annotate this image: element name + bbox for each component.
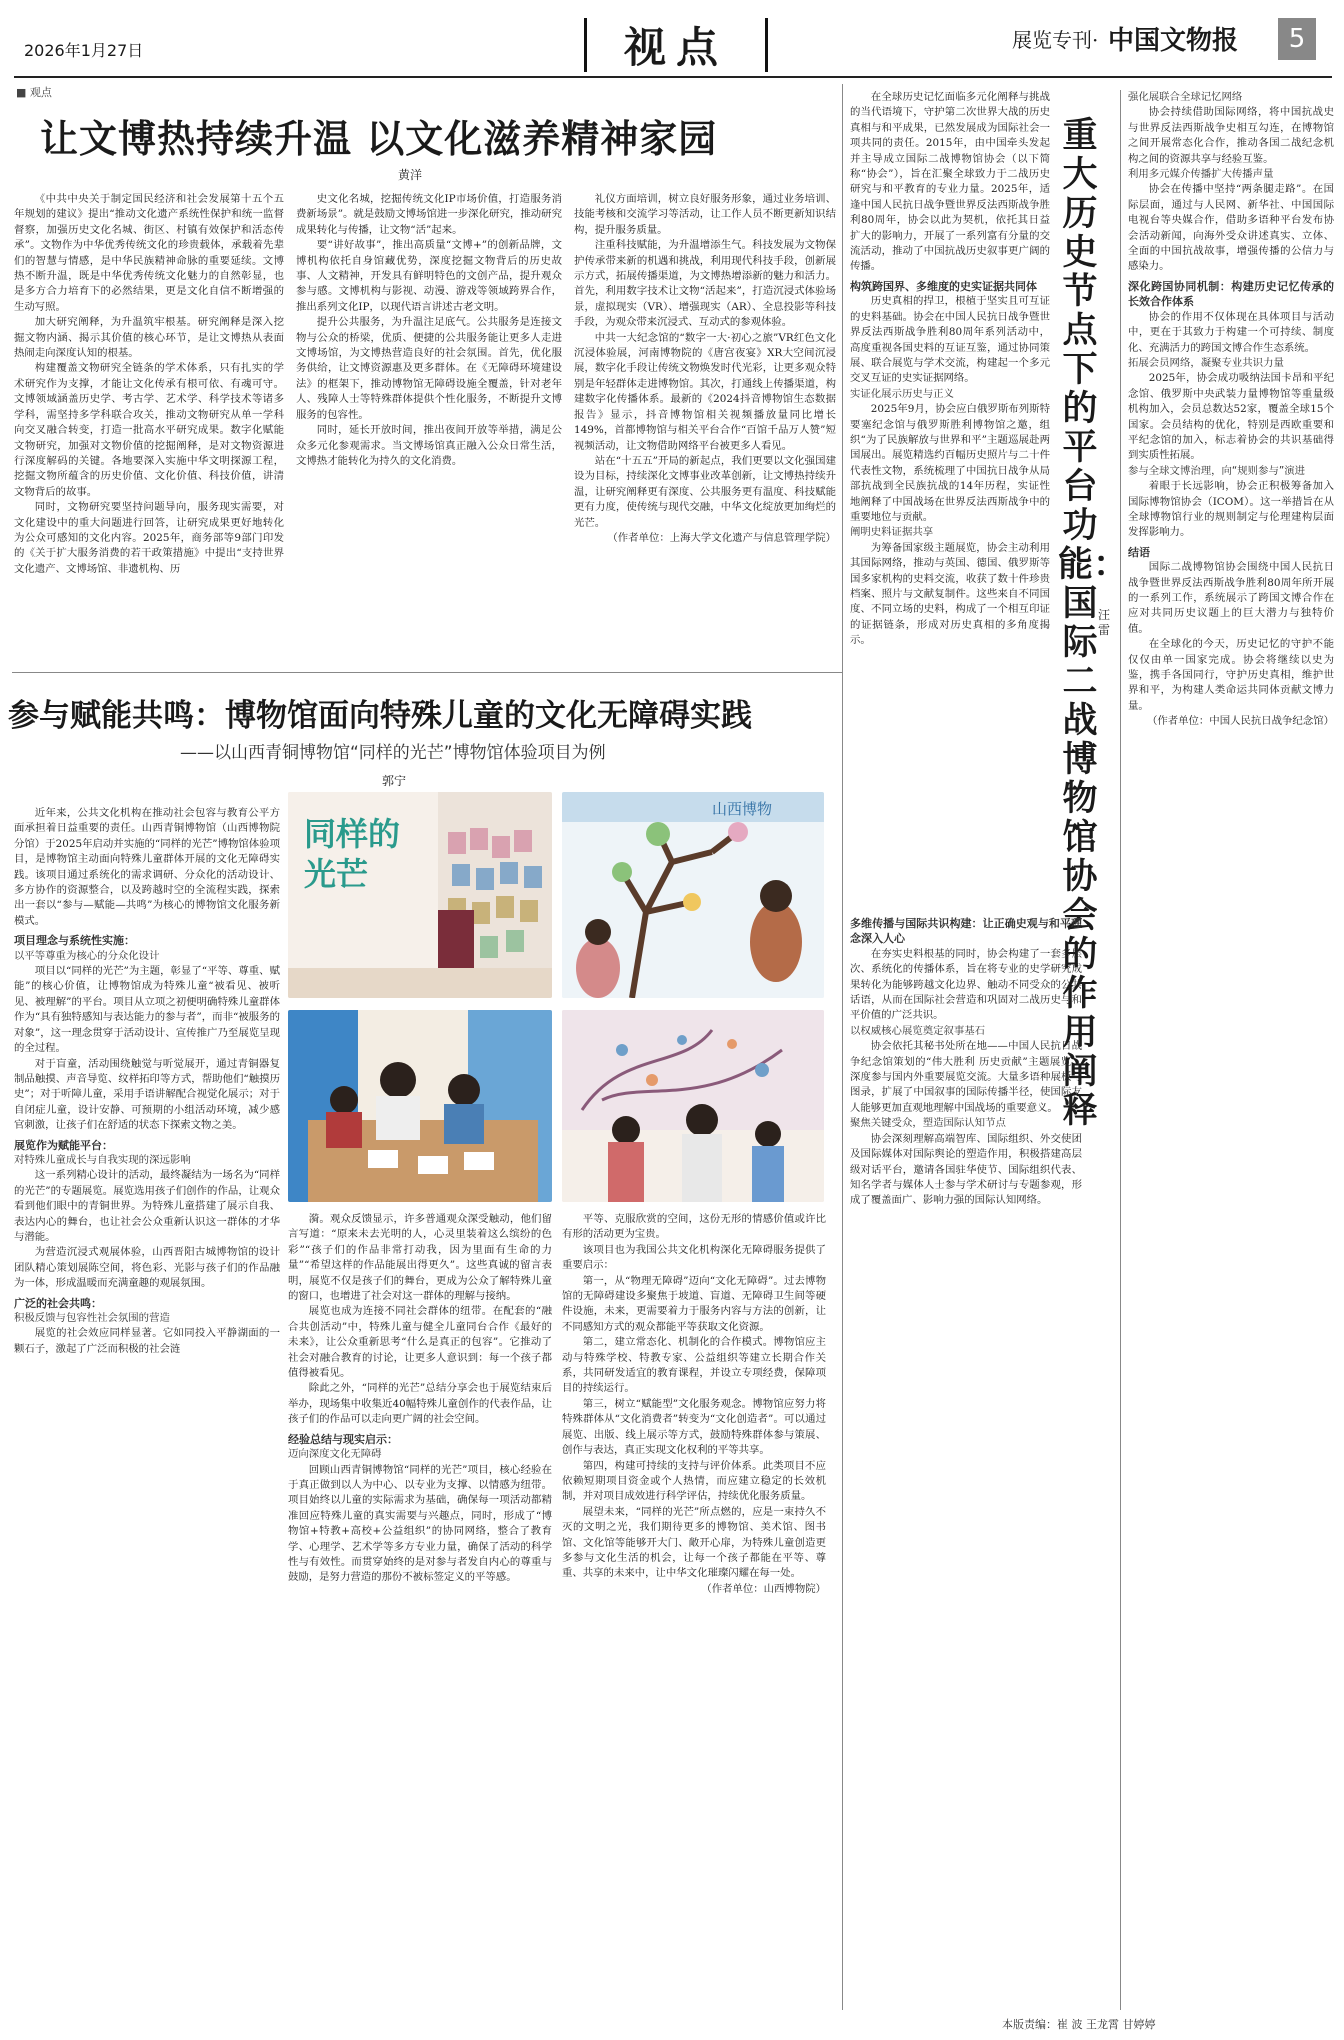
page-number: 5 bbox=[1278, 18, 1316, 60]
photo-children-crafting bbox=[288, 1010, 552, 1202]
drawing-wall-image bbox=[562, 1010, 824, 1202]
article3-col2: 多维传播与国际共识构建：让正确史观与和平理念深入人心 在夯实史料根基的同时，协会构建了一套多层次、系统化的传播体系，旨在将专业的史学研究成果转化为能够跨越文化边界、触动不同受众的公共话语，从而在国际社会营造和巩固对二战历史与和平价值的广泛共识。 以权威核心展览奠定叙事基石 协会依托其秘书处所在地——中国人民抗日战争纪念馆策划的“伟大胜利 历史贡献”主题展览，深度参与国内外重要展览交流。大量多语种展板与图录，扩展了中国叙事的国际传播半径，使国际友人能够更加直观地理解中国战场的重要意义。 聚焦关键受众，塑造国际认知节点 协会深刻理解高端智库、国际组织、外交使团及国际媒体对国际舆论的塑造作用，积极搭建高层级对话平台，邀请各国驻华使节、国际组织代表、知名学者与媒体人士参与学术研讨与专题参观，形成了覆盖面广、影响力强的国际认知网络。 bbox=[850, 917, 1082, 1207]
painting-tree-image bbox=[562, 792, 824, 998]
section-title: 视点 bbox=[623, 23, 728, 72]
article2-col3: 平等、克服欣赏的空间，这份无形的情感价值或许比有形的活动更为宝贵。 该项目也为我国公共文化机构深化无障碍服务提供了重要启示： 第一，从“物理无障碍”迈向“文化无障碍”。过去博物馆的无障碍建设多聚焦于坡道、盲道、无障碍卫生间等硬件设施，未来，更需要着力于服务内容与方法的创新，让不同感知方式的观众都能平等获取文化资源。 第二，建立常态化、机制化的合作模式。博物馆应主动与特殊学校、特教专家、公益组织等建立长期合作关系，共同研发适宜的教育课程，并设立专项经费，保障项目的持续运行。 第三，树立“赋能型”文化服务观念。博物馆应努力将特殊群体从“文化消费者”转变为“文化创造者”。可以通过展览、出版、线上展示等方式，鼓励特殊群体参与策展、创作与表达，真正实现文化权利的平等共享。 第四，构建可持续的支持与评价体系。此类项目不应依赖短期项目资金或个人热情，而应建立稳定的长效机制，并对项目成效进行科学评估，持续优化服务质量。 展望未来，“同样的光芒”所点燃的，应是一束持久不灭的文明之光，我们期待更多的博物馆、美术馆、图书馆、文化馆等能够开大门、敞开心扉，为特殊儿童创造更多参与文化生活的机会，让每一个孩子都能在平等、尊重、共享的未来中，让中华文化璀璨闪耀在每一处。 （作者单位：山西博物院） bbox=[562, 1213, 826, 1595]
issue-date: 2026年1月27日 bbox=[24, 41, 144, 60]
section-title-box bbox=[584, 18, 768, 72]
article-divider bbox=[12, 672, 842, 673]
photo-children-drawing-wall bbox=[562, 1010, 824, 1202]
photo-children-painting-tree bbox=[562, 792, 824, 998]
painting-wall-sign: 山西博物 bbox=[712, 800, 773, 818]
exhibition-wall-sign: 同样的光芒 bbox=[304, 815, 401, 893]
article3-column-divider bbox=[1120, 90, 1121, 2010]
article2-col2: 漪。观众反馈显示，许多普通观众深受触动，他们留言写道：“原来未去光明的人，心灵里装着这么缤纷的色彩”“孩子们的作品非常打动我，因为里面有生命的力量”“希望这样的作品能展出得更久”。这些真诚的留言表明，展览不仅是孩子们的舞台，更成为公众了解特殊儿童的窗口，也增进了社会对这一群体的理解与接纳。 展览也成为连接不同社会群体的纽带。在配套的“融合共创活动”中，特殊儿童与健全儿童同台合作《最好的未来》，让公众重新思考“什么是真正的包容”。它推动了社会对融合教育的讨论，让更多人意识到：每一个孩子都值得被看见。 除此之外，“同样的光芒”总结分享会也于展览结束后举办，现场集中收集近40幅特殊儿童创作的代表作品，让孩子们的作品可以走向更广阔的社会空间。 经验总结与现实启示： 迈向深度文化无障碍 回顾山西青铜博物馆“同样的光芒”项目，核心经验在于真正做到以人为中心、以专业为支撑、以情感为纽带。项目始终以儿童的实际需求为基础，确保每一项活动都精准回应特殊儿童的真实需要与兴趣点，同时，形成了“博物馆+特教+高校+公益组织”的协同网络，整合了教育学、心理学、艺术学等多方专业力量，确保了活动的科学性与有效性。而贯穿始终的是对参与者发自内心的尊重与鼓励，是努力营造的那份不被标签定义的平等感。 bbox=[288, 1213, 552, 1584]
article3-author: 汪雷 bbox=[1098, 608, 1111, 637]
article3-col1: 在全球历史记忆面临多元化阐释与挑战的当代语境下，守护第二次世界大战的历史真相与和平成果，已然发展成为国际社会一项共同的责任。2015年，由中国牵头发起并主导成立国际二战博物馆协会（以下简称“协会”），旨在汇聚全球致力于二战历史研究与和平教育的专业力量。2025年，适逢中国人民抗日战争暨世界反法西斯战争胜利80周年，协会以此为契机，依托其日益扩大的影响力，开展了一系列富有分量的交流活动，推动了中国抗战历史叙事更广阔的传播。 构筑跨国界、多维度的史实证据共同体 历史真相的捍卫，根植于坚实且可互证的史料基础。协会在中国人民抗日战争暨世界反法西斯战争胜利80周年系列活动中，高度重视各国史料的互证互鉴，通过协同策展、联合展览与学术交流，构建起一个多元交叉互证的史实证据网络。 实证化展示历史与正义 2025年9月，协会应白俄罗斯布列斯特要塞纪念馆与俄罗斯胜利博物馆之邀，组织“为了民族解放与世界和平”主题巡展赴两国展出。展览精选约百幅历史照片与二十件代表性文物，系统梳理了中国抗日战争从局部抗战到全民族抗战的14年历程，实证性地阐释了中国战场在世界反法西斯战争中的重要地位与贡献。 阐明史料证据共享 为筹备国家级主题展览，协会主动利用其国际网络，推动与英国、德国、俄罗斯等国多家机构的史料交流，收获了数十件珍贵档案、照片与文献复制件。这些来自不同国度、不同立场的史料，构成了一个相互印证的证据链条，形成对历史真相的多角度揭示。 bbox=[850, 91, 1050, 647]
column-divider bbox=[842, 84, 843, 2010]
page-editors: 本版责编：崔 波 王龙霄 甘婷婷 bbox=[1002, 2018, 1156, 2031]
article2-col1: 近年来，公共文化机构在推动社会包容与教育公平方面承担着日益重要的责任。山西青铜博物馆（山西博物院分馆）于2025年启动并实施的“同样的光芒”博物馆体验项目，是博物馆主动面向特殊儿童群体开展的文化无障碍实践。该项目通过系统化的需求调研、分众化的活动设计、多方协作的资源整合，以及跨越时空的全流程实践，探索出一套以“参与—赋能—共鸣”为核心的博物馆文化服务新模式。 项目理念与系统性实施： 以平等尊重为核心的分众化设计 项目以“同样的光芒”为主题，彰显了“平等、尊重、赋能”的核心价值，让博物馆成为特殊儿童“被看见、被听见、被理解”的平台。项目从立项之初便明确特殊儿童群体作为“具有独特感知与表达能力的参与者”，而非“被服务的对象”，这一理念贯穿于活动设计、宣传推广乃至展览呈现的全过程。 对于盲童，活动围绕触觉与听觉展开，通过青铜器复制品触摸、声音导览、纹样拓印等方式，帮助他们“触摸历史”；对于听障儿童，采用手语讲解配合视觉化展示；对于自闭症儿童，设计安静、可预期的小组活动环境，减少感官刺激，让孩子们在舒适的状态下探索文物之美。 展览作为赋能平台： 对特殊儿童成长与自我实现的深远影响 这一系列精心设计的活动，最终凝结为一场名为“同样的光芒”的专题展览。展览选用孩子们创作的作品，让观众看到他们眼中的青铜世界。为特殊儿童搭建了展示自我、表达内心的舞台，也让社会公众重新认识这一群体的才华与潜能。 为营造沉浸式观展体验，山西晋阳古城博物馆的设计团队精心策划展陈空间，将色彩、光影与孩子们的作品融为一体，形成温暖而充满童趣的观展氛围。 广泛的社会共鸣： 积极反馈与包容性社会氛围的营造 展览的社会效应同样显著。它如同投入平静湖面的一颗石子，激起了广泛而积极的社会涟 bbox=[14, 807, 280, 1355]
article1-title: 让文博热持续升温 以文化滋养精神家园 bbox=[40, 116, 718, 161]
section-tag: ■ 观点 bbox=[16, 86, 52, 99]
photo-exhibition-wall bbox=[288, 792, 552, 998]
article1-col1: 《中共中央关于制定国民经济和社会发展第十五个五年规划的建议》提出“推动文化遗产系统性保护和统一监督督察，加强历史文化名城、街区、村镇有效保护和活态传承”。文物作为中华优秀传统文化的珍贵载体，承载着先辈们的智慧与情感，是中华民族精神命脉的重要延续。文博热不断升温，既是中华优秀传统文化魅力的自然彰显，也是多方合力培育下的必然结果，更是文化自信不断增强的生动写照。 加大研究阐释，为升温筑牢根基。研究阐释是深入挖掘文物内涵、揭示其价值的核心环节，是让文博热从表面热闹走向深度认知的根基。 构建覆盖文物研究全链条的学术体系，只有扎实的学术研究作为支撑，才能让文化传承有根可依、有魂可守。文博领域涵盖历史学、考古学、艺术学、科学技术等诸多学科，需坚持多学科联合攻关，推动文物研究从单一学科向交叉融合转变，打造一批高水平研究成果。数字化赋能文物研究，加强对文物价值的挖掘阐释，是对文物资源进行深度解码的关键。各地要深入实施中华文明探源工程，挖掘文物所蕴含的历史价值、文化价值、科技价值，讲清文物背后的故事。 同时，文物研究要坚持问题导向，服务现实需要，对文化建设中的重大问题进行回答，让研究成果更好地转化为公众可感知的文化内容。2025年，商务部等9部门印发的《关于扩大服务消费的若干政策措施》中提出“支持世界文化遗产、文博场馆、非遗机构、历 bbox=[14, 193, 284, 575]
article2-subtitle: ——以山西青铜博物馆“同样的光芒”博物馆体验项目为例 bbox=[180, 743, 606, 763]
header-rule bbox=[14, 76, 1332, 78]
article3-title: 重大历史节点下的平台功能：国际二战博物馆协会的作用阐释 bbox=[1058, 115, 1129, 1131]
special-edition-label: 展览专刊· bbox=[1012, 28, 1099, 52]
article1-author: 黄洋 bbox=[398, 168, 423, 182]
newspaper-logo: 中国文物报 bbox=[1108, 26, 1239, 56]
article1-col3: 礼仪方面培训，树立良好服务形象，通过业务培训、技能考核和交流学习等活动，让工作人员不断更新知识结构，提升服务质量。 注重科技赋能，为升温增添生气。科技发展为文物保护传承带来新的机遇和挑战，利用现代科技手段，创新展示方式，拓展传播渠道，为文博热增添新的魅力和活力。首先，利用数字技术让文物“活起来”，打造沉浸式体验场景，虚拟现实（VR）、增强现实（AR）、全息投影等科技手段，为观众带来沉浸式、互动式的参观体验。 中共一大纪念馆的“数字一大·初心之旅”VR红色文化沉浸体验展，河南博物院的《唐宫夜宴》XR大空间沉浸展，数字化手段让传统文物焕发时代光彩，让更多观众特别是年轻群体走进博物馆。其次，打通线上传播渠道，构建数字化传播体系。最新的《2024抖音博物馆生态数据报告》显示，抖音博物馆相关视频播放量同比增长149%，首都博物馆与相关平台合作“百馆千品万人赞”短视频活动，让文物借助网络平台被更多人看见。 站在“十五五”开局的新起点，我们更要以文化强国建设为目标，持续深化文博事业改革创新，让文博热持续升温，让研究阐释更有深度、公共服务更有温度、科技赋能更有力度，使传统与现代交融，中华文化绽放更加绚烂的光芒。 （作者单位：上海大学文化遗产与信息管理学院） bbox=[574, 193, 836, 544]
children-crafting-image bbox=[288, 1010, 552, 1202]
article1-col2: 史文化名城，挖掘传统文化IP市场价值，打造服务消费新场景”。就是鼓励文博场馆进一步深化研究，推动研究成果转化与传播，让文物“活”起来。 要“讲好故事”，推出高质量“文博+”的创新品牌，文博机构依托自身馆藏优势，深度挖掘文物背后的历史故事、人文精神，开发具有鲜明特色的文创产品，提升观众参与感。文博机构与影视、动漫、游戏等领域跨界合作，推出系列文化IP，以现代语言讲述古老文明。 提升公共服务，为升温注足底气。公共服务是连接文物与公众的桥梁，优质、便捷的公共服务能让更多人走进文博场馆，为文博热营造良好的社会氛围。首先，优化服务供给，让文博资源惠及更多群体。在《无障碍环境建设法》的框架下，推动博物馆无障碍设施全覆盖，针对老年人、残障人士等特殊群体提供个性化服务，不断提升文博服务的包容性。 同时，延长开放时间，推出夜间开放等举措，满足公众多元化参观需求。当文博场馆真正融入公众日常生活，文博热才能转化为持久的文化消费。 bbox=[296, 193, 562, 467]
article3-col3: 强化展联合全球记忆网络 协会持续借助国际网络，将中国抗战史与世界反法西斯战争史相互勾连，在博物馆之间开展常态化合作，推动各国二战纪念机构之间的资源共享与经验互鉴。 利用多元媒介传播扩大传播声量 协会在传播中坚持“两条腿走路”。在国际层面，通过与人民网、新华社、中国国际电视台等央媒合作，借助多语种平台发布协会活动新闻，向海外受众讲述真实、立体、全面的中国抗战故事，增强传播的公信力与感染力。 深化跨国协同机制：构建历史记忆传承的长效合作体系 协会的作用不仅体现在具体项目与活动中，更在于其致力于构建一个可持续、制度化、充满活力的跨国文博合作生态系统。 拓展会员网络，凝聚专业共识力量 2025年，协会成功吸纳法国卡昂和平纪念馆、俄罗斯中央武装力量博物馆等重量级机构加入，会员总数达52家，覆盖全球15个国家。会员结构的优化，特别是西欧重要和平纪念馆的加入，标志着协会的共识基础得到实质性拓展。 参与全球文博治理，向“规则参与”演进 着眼于长远影响，协会正积极筹备加入国际博物馆协会（ICOM）。这一举措旨在从全球博物馆行业的规则制定与伦理建构层面发挥影响力。 结语 国际二战博物馆协会围绕中国人民抗日战争暨世界反法西斯战争胜利80周年所开展的一系列工作，系统展示了跨国文博合作在应对共同历史议题上的巨大潜力与独特价值。 在全球化的今天，历史记忆的守护不能仅仅由单一国家完成。协会将继续以史为鉴，携手各国同行，守护历史真相，维护世界和平，为构建人类命运共同体贡献文博力量。 （作者单位：中国人民抗日战争纪念馆） bbox=[1128, 91, 1334, 728]
article2-title: 参与赋能共鸣：博物馆面向特殊儿童的文化无障碍实践 bbox=[8, 698, 752, 734]
article2-author: 郭宁 bbox=[382, 774, 407, 788]
